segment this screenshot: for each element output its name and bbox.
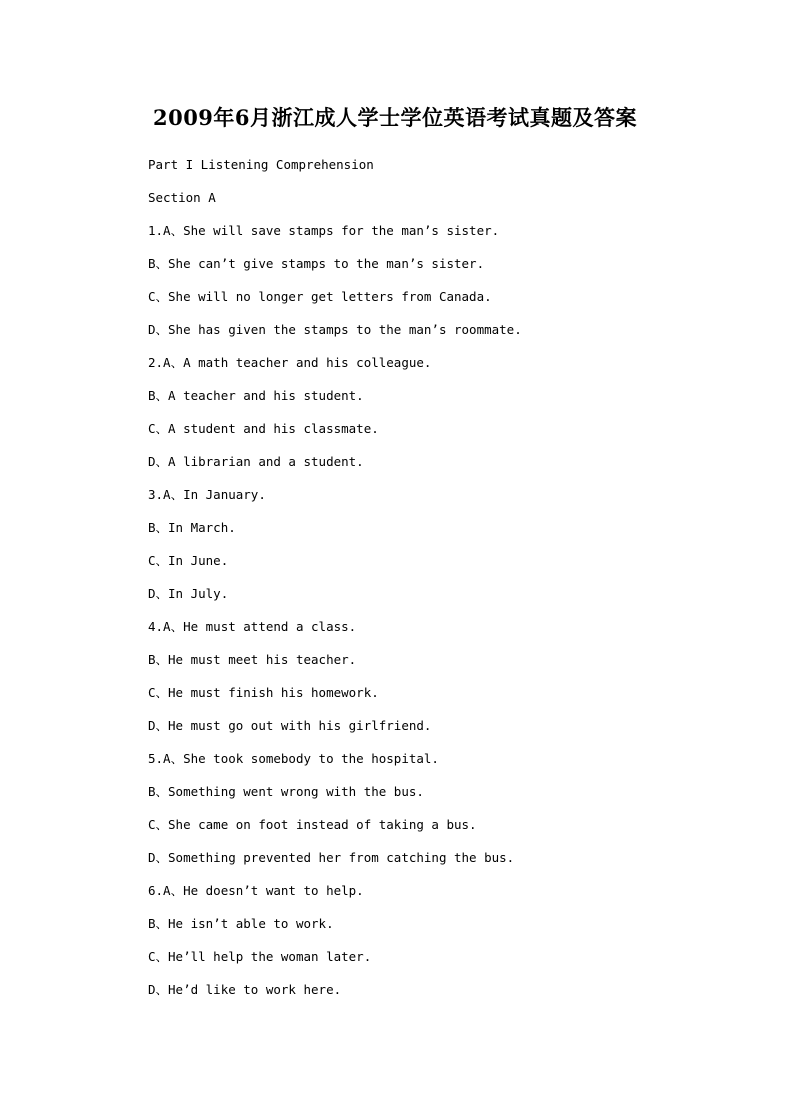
document-title: 2009年6月浙江成人学士学位英语考试真题及答案 (152, 105, 638, 130)
question-5-option-d: D、Something prevented her from catching the bus. (148, 850, 515, 865)
section-heading-part-1: Part I Listening Comprehension (148, 157, 374, 172)
question-3-option-b: B、In March. (148, 520, 236, 535)
question-4-option-c: C、He must finish his homework. (148, 685, 379, 700)
question-3-option-c: C、In June. (148, 553, 229, 568)
question-3-option-d: D、In July. (148, 586, 229, 601)
question-1-option-d: D、She has given the stamps to the man’s roommate. (148, 322, 522, 337)
document-body (148, 155, 748, 1013)
question-6-option-b: B、He isn’t able to work. (148, 916, 334, 931)
question-6-option-a: 6.A、He doesn’t want to help. (148, 883, 364, 898)
question-1-option-c: C、She will no longer get letters from Canada. (148, 289, 492, 304)
question-5-option-a: 5.A、She took somebody to the hospital. (148, 751, 439, 766)
question-3-option-a: 3.A、In January. (148, 487, 266, 502)
question-5-option-b: B、Something went wrong with the bus. (148, 784, 424, 799)
question-1-option-b: B、She can’t give stamps to the man’s sister. (148, 256, 485, 271)
section-heading-section-a: Section A (148, 190, 216, 205)
question-4-option-b: B、He must meet his teacher. (148, 652, 357, 667)
question-6-option-d: D、He’d like to work here. (148, 982, 342, 997)
question-2-option-b: B、A teacher and his student. (148, 388, 364, 403)
question-1-option-a: 1.A、She will save stamps for the man’s sister. (148, 223, 500, 238)
question-5-option-c: C、She came on foot instead of taking a bus. (148, 817, 477, 832)
question-4-option-d: D、He must go out with his girlfriend. (148, 718, 432, 733)
question-2-option-d: D、A librarian and a student. (148, 454, 364, 469)
question-4-option-a: 4.A、He must attend a class. (148, 619, 357, 634)
question-2-option-a: 2.A、A math teacher and his colleague. (148, 355, 432, 370)
question-2-option-c: C、A student and his classmate. (148, 421, 379, 436)
question-6-option-c: C、He’ll help the woman later. (148, 949, 372, 964)
